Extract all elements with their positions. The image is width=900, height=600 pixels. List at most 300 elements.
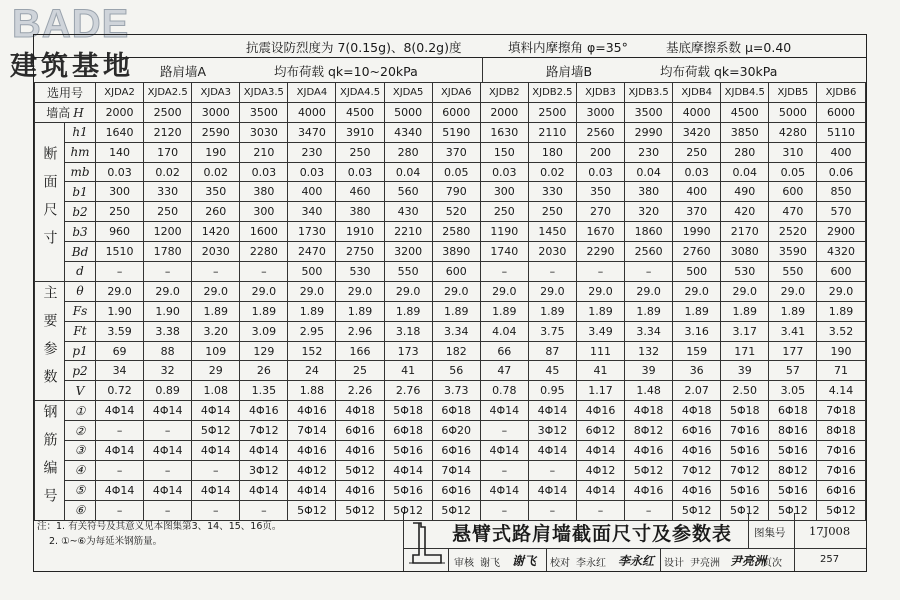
value-cell: 550	[384, 262, 432, 282]
param-row	[35, 341, 866, 361]
value-cell: 57	[769, 361, 817, 381]
value-cell: 600	[432, 262, 480, 282]
model-cell: XJDB5	[769, 83, 817, 103]
value-cell: 270	[576, 202, 624, 222]
value-cell: 1.89	[721, 301, 769, 321]
value-cell: –	[144, 460, 192, 480]
value-cell: 3.18	[384, 321, 432, 341]
value-cell: 190	[192, 142, 240, 162]
value-cell: 1.89	[288, 301, 336, 321]
value-cell: –	[144, 421, 192, 441]
value-cell: 32	[144, 361, 192, 381]
param-row	[35, 321, 866, 341]
value-cell: 4Φ14	[480, 441, 528, 461]
value-cell: 2900	[817, 222, 865, 242]
model-row	[35, 83, 866, 103]
value-cell: 5Φ12	[769, 500, 817, 520]
value-cell: 29	[192, 361, 240, 381]
value-cell: 3Φ12	[528, 421, 576, 441]
param-row	[35, 401, 866, 421]
value-cell: 39	[721, 361, 769, 381]
height-label-cn: 墙高	[46, 105, 71, 120]
value-cell: 8Φ12	[625, 421, 673, 441]
value-cell: 6Φ18	[432, 401, 480, 421]
value-cell: 0.03	[336, 162, 384, 182]
value-cell: 1.48	[625, 381, 673, 401]
note-line-2: 2. ①~⑥为每延米钢筋量。	[49, 536, 163, 547]
value-cell: 29.0	[480, 281, 528, 301]
value-cell: 5Φ12	[721, 500, 769, 520]
title-divider-1	[748, 513, 749, 548]
param-symbol: p2	[65, 361, 96, 381]
value-cell: 3200	[384, 242, 432, 262]
value-cell: 66	[480, 341, 528, 361]
height-cell: 2500	[528, 102, 576, 122]
model-cell: XJDA4.5	[336, 83, 384, 103]
value-cell: 4Φ14	[192, 480, 240, 500]
value-cell: 0.02	[528, 162, 576, 182]
value-cell: 8Φ16	[769, 421, 817, 441]
model-cell: XJDB2.5	[528, 83, 576, 103]
value-cell: 4Φ18	[336, 401, 384, 421]
value-cell: 47	[480, 361, 528, 381]
value-cell: 4.04	[480, 321, 528, 341]
param-symbol: ⑥	[65, 500, 96, 520]
value-cell: –	[96, 460, 144, 480]
value-cell: –	[480, 262, 528, 282]
height-cell: 4000	[673, 102, 721, 122]
value-cell: 5Φ12	[432, 500, 480, 520]
value-cell: 380	[336, 202, 384, 222]
value-cell: 1.89	[480, 301, 528, 321]
value-cell: 0.02	[192, 162, 240, 182]
value-cell: 3.34	[432, 321, 480, 341]
value-cell: 1200	[144, 222, 192, 242]
header-base-friction: 基底摩擦系数 μ=0.40	[666, 40, 792, 55]
param-symbol: d	[65, 262, 96, 282]
value-cell: 7Φ16	[817, 441, 865, 461]
value-cell: 41	[576, 361, 624, 381]
value-cell: 129	[240, 341, 288, 361]
header-wall-a: 路肩墙A	[160, 64, 207, 79]
value-cell: 4Φ14	[528, 401, 576, 421]
value-cell: 2290	[576, 242, 624, 262]
value-cell: 3.38	[144, 321, 192, 341]
value-cell: 24	[288, 361, 336, 381]
value-cell: 0.05	[769, 162, 817, 182]
value-cell: 7Φ12	[721, 460, 769, 480]
review-name: 谢飞	[480, 558, 500, 569]
value-cell: –	[96, 421, 144, 441]
value-cell: 2750	[336, 242, 384, 262]
note-line-1: 注：1. 有关符号及其意义见本图集第3、14、15、16页。	[37, 521, 282, 532]
value-cell: 250	[336, 142, 384, 162]
value-cell: 2210	[384, 222, 432, 242]
value-cell: 300	[480, 182, 528, 202]
height-cell: 2000	[480, 102, 528, 122]
review-signature: 谢飞	[512, 554, 537, 568]
header-divider	[34, 57, 866, 58]
value-cell: 4280	[769, 122, 817, 142]
value-cell: 4Φ14	[480, 480, 528, 500]
model-cell: XJDB3	[576, 83, 624, 103]
value-cell: 4Φ14	[96, 401, 144, 421]
value-cell: 1.89	[240, 301, 288, 321]
value-cell: –	[192, 460, 240, 480]
value-cell: 2590	[192, 122, 240, 142]
value-cell: 1510	[96, 242, 144, 262]
value-cell: –	[576, 500, 624, 520]
value-cell: 0.04	[625, 162, 673, 182]
value-cell: 5110	[817, 122, 865, 142]
parameter-table	[34, 82, 866, 521]
value-cell: 4Φ16	[288, 441, 336, 461]
value-cell: 4Φ14	[144, 441, 192, 461]
value-cell: 5Φ12	[384, 500, 432, 520]
param-symbol: ③	[65, 441, 96, 461]
value-cell: 350	[192, 182, 240, 202]
value-cell: 4Φ14	[384, 460, 432, 480]
value-cell: 0.03	[96, 162, 144, 182]
value-cell: 3.34	[625, 321, 673, 341]
logo-brand-cn: 建筑基地	[10, 51, 134, 82]
review-label: 审核	[454, 558, 474, 569]
value-cell: 420	[721, 202, 769, 222]
value-cell: 7Φ12	[673, 460, 721, 480]
group-label-text: 钢筋编号	[41, 404, 58, 517]
value-cell: 132	[625, 341, 673, 361]
value-cell: 3850	[721, 122, 769, 142]
model-cell: XJDB4	[673, 83, 721, 103]
param-symbol: b2	[65, 202, 96, 222]
value-cell: 7Φ16	[721, 421, 769, 441]
notes	[37, 519, 281, 549]
value-cell: 0.03	[673, 162, 721, 182]
value-cell: 3.52	[817, 321, 865, 341]
value-cell: 7Φ14	[432, 460, 480, 480]
value-cell: 4Φ14	[480, 401, 528, 421]
value-cell: 3470	[288, 122, 336, 142]
header-load-b: 均布荷载 qk=30kPa	[660, 64, 778, 79]
value-cell: 330	[528, 182, 576, 202]
value-cell: 0.03	[288, 162, 336, 182]
value-cell: 29.0	[240, 281, 288, 301]
param-row	[35, 122, 866, 142]
header-wall-b: 路肩墙B	[546, 64, 593, 79]
value-cell: 4Φ14	[240, 480, 288, 500]
value-cell: 29.0	[144, 281, 192, 301]
value-cell: 2030	[192, 242, 240, 262]
height-cell: 6000	[432, 102, 480, 122]
value-cell: 570	[817, 202, 865, 222]
value-cell: 56	[432, 361, 480, 381]
value-cell: 3890	[432, 242, 480, 262]
value-cell: 5Φ16	[721, 441, 769, 461]
param-symbol: Ft	[65, 321, 96, 341]
value-cell: 560	[384, 182, 432, 202]
value-cell: 1600	[240, 222, 288, 242]
value-cell: 6Φ16	[432, 480, 480, 500]
atlas-number: 17J008	[809, 524, 851, 538]
drawing-title: 悬臂式路肩墙截面尺寸及参数表	[452, 523, 733, 545]
value-cell: 370	[432, 142, 480, 162]
value-cell: 6Φ16	[673, 421, 721, 441]
value-cell: 2.76	[384, 381, 432, 401]
value-cell: 960	[96, 222, 144, 242]
value-cell: 190	[817, 341, 865, 361]
value-cell: 1.89	[576, 301, 624, 321]
value-cell: 5Φ16	[721, 480, 769, 500]
value-cell: 3.09	[240, 321, 288, 341]
value-cell: 1.35	[240, 381, 288, 401]
value-cell: 340	[288, 202, 336, 222]
value-cell: 1.89	[192, 301, 240, 321]
value-cell: 2560	[576, 122, 624, 142]
value-cell: 4Φ12	[576, 460, 624, 480]
value-cell: 8Φ12	[769, 460, 817, 480]
value-cell: 2280	[240, 242, 288, 262]
value-cell: 29.0	[576, 281, 624, 301]
value-cell: 1420	[192, 222, 240, 242]
design-label: 设计	[664, 558, 684, 569]
value-cell: 5Φ16	[769, 480, 817, 500]
value-cell: 500	[288, 262, 336, 282]
value-cell: 4320	[817, 242, 865, 262]
value-cell: 470	[769, 202, 817, 222]
value-cell: 3Φ12	[240, 460, 288, 480]
value-cell: 0.03	[240, 162, 288, 182]
value-cell: 109	[192, 341, 240, 361]
value-cell: 1.17	[576, 381, 624, 401]
value-cell: 1190	[480, 222, 528, 242]
value-cell: 5Φ12	[817, 500, 865, 520]
model-cell: XJDB4.5	[721, 83, 769, 103]
value-cell: 0.72	[96, 381, 144, 401]
value-cell: 26	[240, 361, 288, 381]
value-cell: –	[528, 262, 576, 282]
value-cell: 0.04	[384, 162, 432, 182]
value-cell: 230	[625, 142, 673, 162]
design-name: 尹亮洲	[690, 558, 720, 569]
model-cell: XJDB2	[480, 83, 528, 103]
model-cell: XJDB6	[817, 83, 865, 103]
param-symbol: b1	[65, 182, 96, 202]
page-label: 页次	[762, 558, 782, 569]
value-cell: 520	[432, 202, 480, 222]
value-cell: –	[528, 500, 576, 520]
height-cell: 6000	[817, 102, 865, 122]
value-cell: 4Φ16	[336, 441, 384, 461]
value-cell: 4Φ14	[288, 480, 336, 500]
value-cell: 310	[769, 142, 817, 162]
value-cell: 182	[432, 341, 480, 361]
value-cell: 166	[336, 341, 384, 361]
value-cell: 1860	[625, 222, 673, 242]
value-cell: 5Φ12	[192, 421, 240, 441]
value-cell: 2.26	[336, 381, 384, 401]
param-row	[35, 222, 866, 242]
value-cell: 71	[817, 361, 865, 381]
value-cell: 29.0	[96, 281, 144, 301]
title-divider-2	[794, 513, 795, 548]
value-cell: 3.05	[769, 381, 817, 401]
value-cell: 210	[240, 142, 288, 162]
value-cell: 1.88	[288, 381, 336, 401]
header-split	[482, 57, 483, 82]
value-cell: 6Φ12	[576, 421, 624, 441]
height-cell: 3500	[240, 102, 288, 122]
value-cell: 250	[673, 142, 721, 162]
value-cell: 2.96	[336, 321, 384, 341]
value-cell: 5Φ16	[384, 441, 432, 461]
value-cell: 1.89	[769, 301, 817, 321]
value-cell: 29.0	[625, 281, 673, 301]
value-cell: 4Φ16	[673, 441, 721, 461]
value-cell: 0.05	[432, 162, 480, 182]
value-cell: 69	[96, 341, 144, 361]
value-cell: 4340	[384, 122, 432, 142]
param-row	[35, 421, 866, 441]
value-cell: 3.16	[673, 321, 721, 341]
value-cell: 4Φ14	[96, 480, 144, 500]
param-row	[35, 460, 866, 480]
height-cell: 5000	[769, 102, 817, 122]
value-cell: 4Φ16	[625, 441, 673, 461]
value-cell: 29.0	[384, 281, 432, 301]
value-cell: 4Φ14	[144, 401, 192, 421]
value-cell: 300	[96, 182, 144, 202]
value-cell: 350	[576, 182, 624, 202]
value-cell: 200	[576, 142, 624, 162]
value-cell: 260	[192, 202, 240, 222]
sig-divider-1	[546, 548, 547, 571]
group-label	[35, 281, 65, 400]
value-cell: 29.0	[673, 281, 721, 301]
height-cell: 4500	[721, 102, 769, 122]
height-cell: 3500	[625, 102, 673, 122]
value-cell: –	[144, 262, 192, 282]
param-symbol: ②	[65, 421, 96, 441]
drawing-frame	[33, 34, 867, 572]
value-cell: 3.20	[192, 321, 240, 341]
value-cell: 2760	[673, 242, 721, 262]
header-load-a: 均布荷载 qk=10~20kPa	[274, 64, 418, 79]
value-cell: 1630	[480, 122, 528, 142]
value-cell: 152	[288, 341, 336, 361]
value-cell: 7Φ14	[288, 421, 336, 441]
value-cell: 3590	[769, 242, 817, 262]
value-cell: 280	[384, 142, 432, 162]
value-cell: 460	[336, 182, 384, 202]
model-cell: XJDA4	[288, 83, 336, 103]
title-row	[404, 513, 866, 549]
value-cell: 230	[288, 142, 336, 162]
group-label-text: 主要参数	[41, 285, 58, 398]
value-cell: 4Φ12	[288, 460, 336, 480]
value-cell: 3910	[336, 122, 384, 142]
value-cell: 0.89	[144, 381, 192, 401]
select-label: 选用号	[35, 83, 96, 103]
value-cell: 3.73	[432, 381, 480, 401]
value-cell: –	[528, 460, 576, 480]
value-cell: 1670	[576, 222, 624, 242]
value-cell: 4Φ16	[240, 401, 288, 421]
value-cell: 180	[528, 142, 576, 162]
value-cell: 2520	[769, 222, 817, 242]
page-number: 257	[820, 554, 840, 565]
value-cell: 530	[336, 262, 384, 282]
value-cell: –	[576, 262, 624, 282]
value-cell: 3.17	[721, 321, 769, 341]
value-cell: 171	[721, 341, 769, 361]
value-cell: 1.08	[192, 381, 240, 401]
value-cell: 34	[96, 361, 144, 381]
value-cell: 850	[817, 182, 865, 202]
model-cell: XJDB3.5	[625, 83, 673, 103]
value-cell: –	[480, 421, 528, 441]
value-cell: 0.02	[144, 162, 192, 182]
value-cell: 2.95	[288, 321, 336, 341]
value-cell: 7Φ16	[817, 460, 865, 480]
param-symbol: hm	[65, 142, 96, 162]
value-cell: 330	[144, 182, 192, 202]
param-row	[35, 361, 866, 381]
param-row	[35, 480, 866, 500]
value-cell: 29.0	[336, 281, 384, 301]
value-cell: 400	[673, 182, 721, 202]
sig-divider-0	[448, 548, 449, 571]
value-cell: 7Φ18	[817, 401, 865, 421]
param-row	[35, 202, 866, 222]
value-cell: 1.90	[144, 301, 192, 321]
value-cell: –	[240, 500, 288, 520]
param-row	[35, 301, 866, 321]
logo-brand: BADE	[12, 2, 130, 46]
param-row	[35, 142, 866, 162]
height-cell: 3000	[192, 102, 240, 122]
value-cell: 400	[817, 142, 865, 162]
param-symbol: b3	[65, 222, 96, 242]
value-cell: 41	[384, 361, 432, 381]
height-cell: 4500	[336, 102, 384, 122]
value-cell: 1640	[96, 122, 144, 142]
value-cell: –	[240, 262, 288, 282]
param-row	[35, 381, 866, 401]
value-cell: 4Φ18	[625, 401, 673, 421]
proof-signature: 李永红	[618, 554, 655, 568]
model-cell: XJDA2	[96, 83, 144, 103]
group-label	[35, 401, 65, 520]
value-cell: 87	[528, 341, 576, 361]
value-cell: 2470	[288, 242, 336, 262]
value-cell: 1780	[144, 242, 192, 262]
value-cell: 8Φ18	[817, 421, 865, 441]
value-cell: 430	[384, 202, 432, 222]
height-cell: 5000	[384, 102, 432, 122]
value-cell: 29.0	[721, 281, 769, 301]
value-cell: 4Φ14	[528, 441, 576, 461]
value-cell: 111	[576, 341, 624, 361]
value-cell: 5Φ12	[336, 460, 384, 480]
value-cell: 370	[673, 202, 721, 222]
value-cell: 2120	[144, 122, 192, 142]
height-cell: 2500	[144, 102, 192, 122]
value-cell: 250	[144, 202, 192, 222]
value-cell: 4Φ14	[96, 441, 144, 461]
header-friction: 填料内摩擦角 φ=35°	[508, 40, 628, 55]
model-cell: XJDA3.5	[240, 83, 288, 103]
value-cell: 4Φ14	[240, 441, 288, 461]
